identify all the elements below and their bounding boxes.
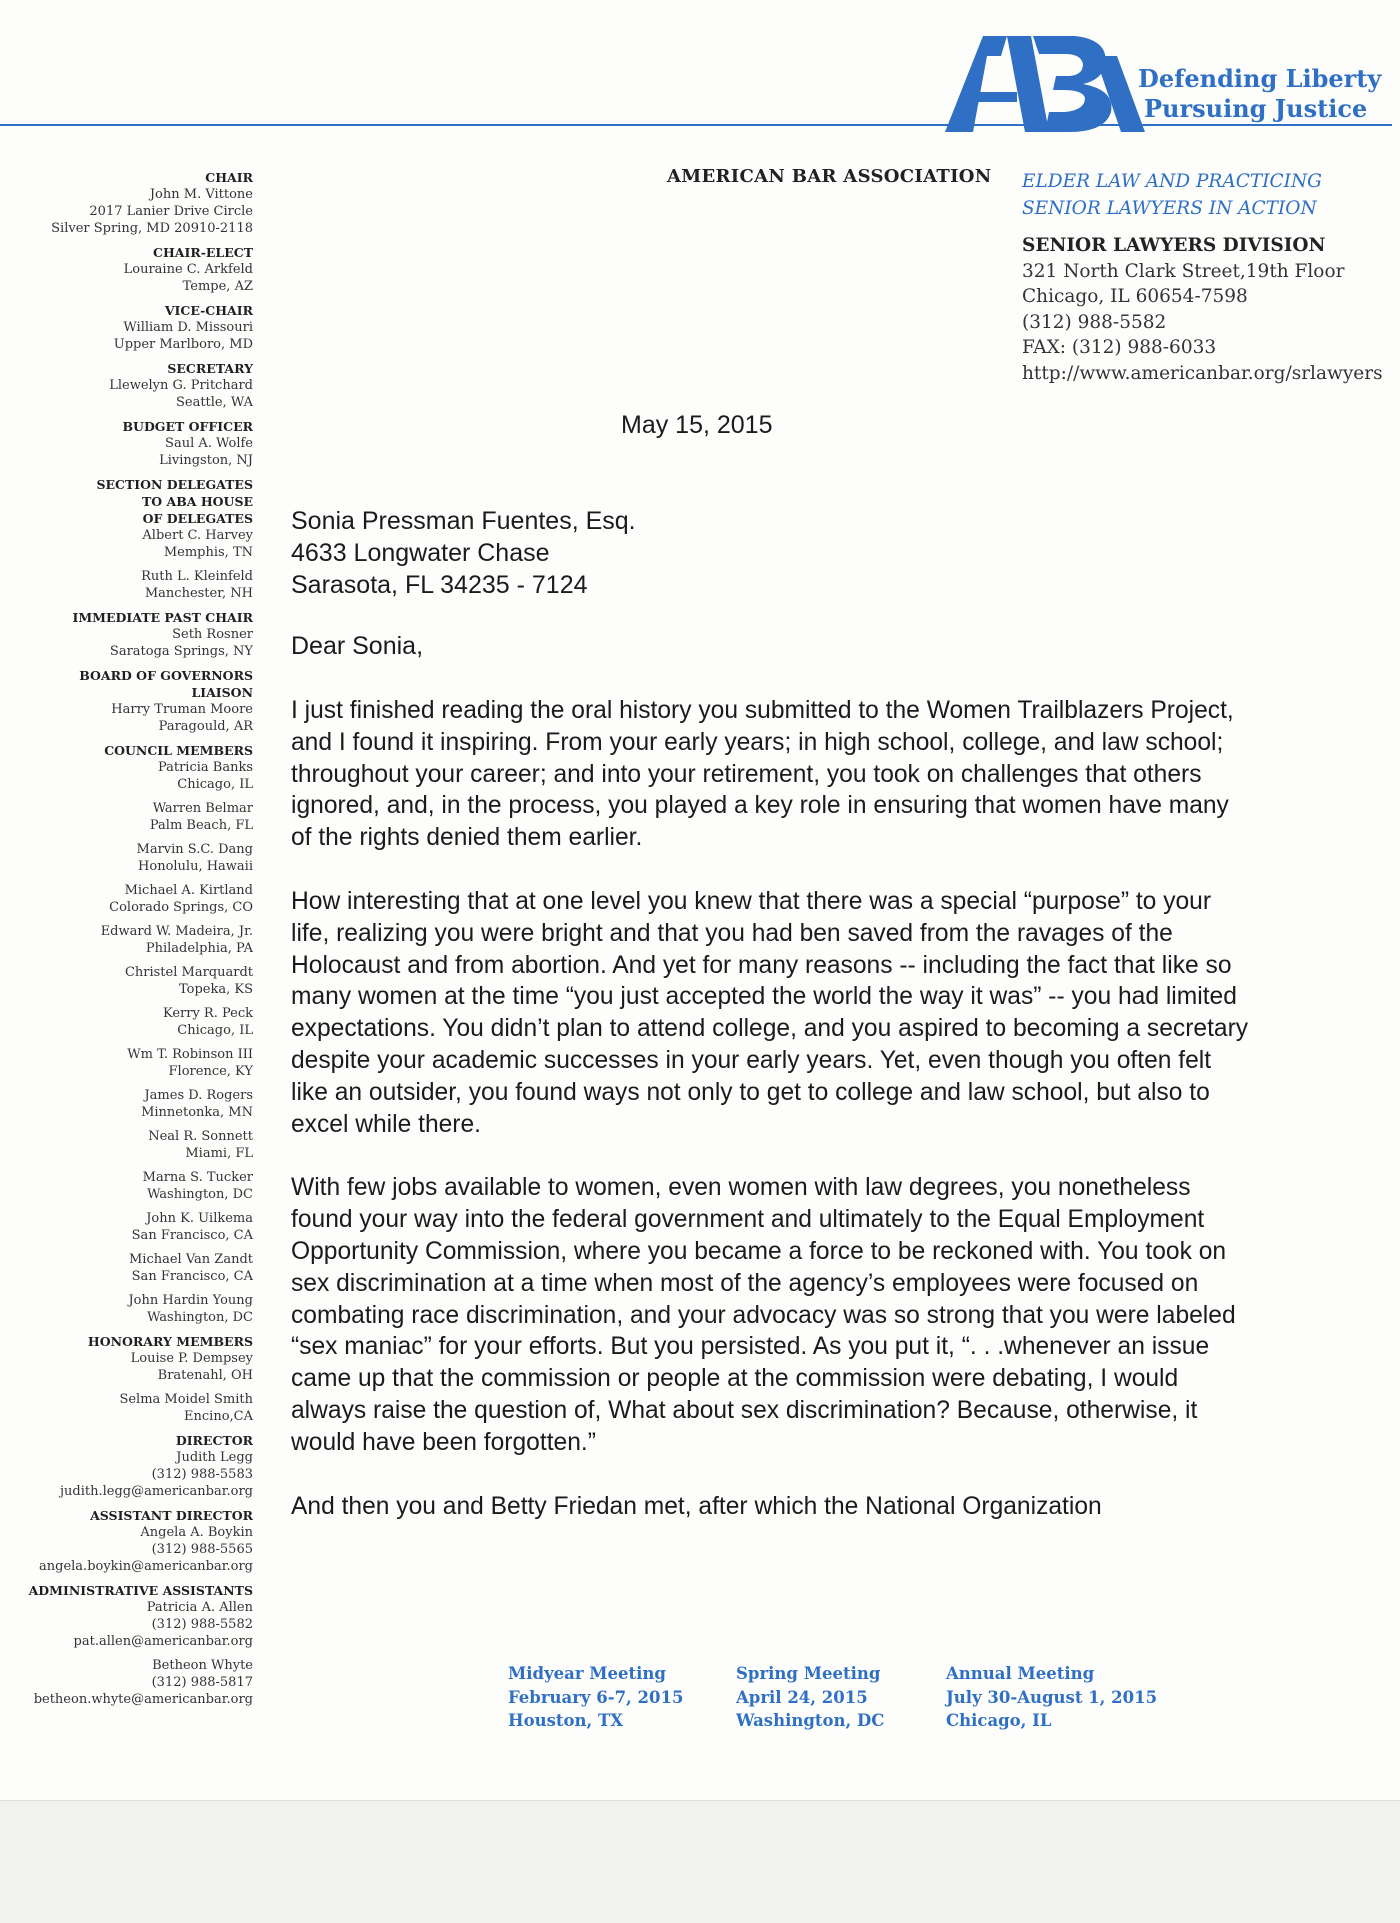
meeting-annual [946,1662,1157,1733]
logo-motto [1138,64,1381,124]
division-tagline [1022,168,1322,222]
roster-person-detail[interactable]: judith.legg@americanbar.org [59,1484,253,1499]
roster-group-title: CHAIR-ELECT [153,245,253,260]
roster-group [20,742,253,1326]
roster-person-detail: Chicago, IL [177,777,253,792]
meeting-place: Houston, TX [508,1711,624,1730]
roster-person [20,1128,253,1162]
roster-person-detail: Topeka, KS [178,982,253,997]
roster-person [20,1210,253,1244]
roster-person-detail: Palm Beach, FL [149,818,253,833]
scan-margin [0,1800,1400,1923]
roster-person-detail: Miami, FL [185,1146,253,1161]
tagline-line2: SENIOR LAWYERS IN ACTION [1022,198,1317,219]
roster-person-name: Harry Truman Moore [111,702,253,717]
roster-person-detail: Silver Spring, MD 20910-2118 [51,221,253,236]
roster-person-name: Angela A. Boykin [140,1525,253,1540]
roster-person-detail: Saratoga Springs, NY [109,644,253,659]
roster-person-name: John K. Uilkema [146,1211,253,1226]
roster-group [20,1432,253,1500]
roster-person-detail: Seattle, WA [175,395,253,410]
roster-person-detail: Chicago, IL [177,1023,253,1038]
meeting-spring [736,1662,884,1733]
roster-group [20,667,253,735]
roster-person-name: John Hardin Young [128,1293,253,1308]
roster-person-name: Betheon Whyte [152,1658,253,1673]
roster-person-name: Selma Moidel Smith [119,1392,253,1407]
roster-person-name: Louise P. Dempsey [130,1351,253,1366]
roster-person-name: John M. Vittone [149,187,253,202]
roster-person [20,841,253,875]
officer-roster [20,169,253,1715]
roster-person [20,1005,253,1039]
roster-person-name: Warren Belmar [152,801,253,816]
roster-person-detail[interactable]: pat.allen@americanbar.org [73,1634,253,1649]
roster-person [20,261,253,295]
division-phone: (312) 988-5582 [1022,311,1167,333]
roster-person-detail[interactable]: betheon.whyte@americanbar.org [33,1692,253,1707]
roster-person-name: Patricia Banks [157,760,253,775]
recipient-address [291,505,636,601]
body-paragraph-2: How interesting that at one level you knew that there was a special “purpose” to your life, realizing you were bright and that you had ben saved from the ravages of the Holocaust and from abortion. And yet for many reasons -- including the fact that like so many women at the time “you just accepted the world the way it was” -- you had limited expectations. You didn’t plan to attend college, and you aspired to becoming a secretary despite your academic successes in your early years. Yet, even though you often felt like an outsider, you found ways not only to get to college and law school, but also to excel while there. [291,887,1249,1138]
roster-group [20,1507,253,1575]
roster-group-title: HONORARY MEMBERS [87,1334,253,1349]
roster-person [20,923,253,957]
roster-person [20,1046,253,1080]
roster-person-name: Edward W. Madeira, Jr. [100,924,253,939]
roster-person [20,701,253,735]
meeting-dates: July 30-August 1, 2015 [946,1687,1158,1707]
roster-person-detail[interactable]: angela.boykin@americanbar.org [39,1559,253,1574]
roster-person-name: Saul A. Wolfe [165,436,253,451]
roster-person-name: James D. Rogers [144,1088,253,1103]
roster-person-detail: Philadelphia, PA [145,941,253,956]
division-url[interactable]: http://www.americanbar.org/srlawyers [1022,362,1383,384]
division-fax: FAX: (312) 988-6033 [1022,337,1217,358]
roster-person [20,568,253,602]
roster-group [20,360,253,411]
recipient-street: 4633 Longwater Chase [291,539,550,567]
roster-person-name: Seth Rosner [172,627,253,642]
roster-person [20,1449,253,1500]
roster-person-detail: (312) 988-5583 [151,1467,253,1482]
roster-person-detail: Tempe, AZ [182,279,253,294]
roster-person-detail: Upper Marlboro, MD [113,337,253,352]
roster-person-name: Christel Marquardt [124,965,253,980]
roster-person-name: Kerry R. Peck [162,1006,253,1021]
division-street: 321 North Clark Street,19th Floor [1022,260,1345,282]
roster-person-name: Michael A. Kirtland [124,883,253,898]
roster-person-name: Albert C. Harvey [142,528,253,543]
letter-date: May 15, 2015 [621,411,773,439]
roster-group-title: CHAIR [205,170,253,185]
division-address-block [1022,233,1383,386]
roster-person-detail: Bratenahl, OH [157,1368,253,1383]
association-name: AMERICAN BAR ASSOCIATION [667,166,992,187]
roster-group-title: ADMINISTRATIVE ASSISTANTS [28,1583,253,1598]
roster-group-title: BOARD OF GOVERNORS LIAISON [79,668,253,700]
roster-group [20,302,253,353]
roster-person-detail: 2017 Lanier Drive Circle [89,204,253,219]
roster-person [20,319,253,353]
roster-group [20,418,253,469]
roster-person-detail: (312) 988-5565 [151,1542,253,1557]
roster-person-detail: Minnetonka, MN [141,1105,253,1120]
meeting-title: Spring Meeting [736,1664,881,1683]
roster-person-detail: Washington, DC [147,1310,253,1325]
roster-person [20,1524,253,1575]
roster-person [20,1087,253,1121]
roster-group-title: IMMEDIATE PAST CHAIR [72,610,253,625]
roster-person-detail: Washington, DC [147,1187,253,1202]
salutation: Dear Sonia, [291,632,424,660]
roster-person [20,377,253,411]
roster-group-title: VICE-CHAIR [164,303,253,318]
roster-person-name: Llewelyn G. Pritchard [109,378,253,393]
roster-group-title: SECTION DELEGATES TO ABA HOUSE OF DELEGATES [96,477,253,526]
meeting-place: Chicago, IL [946,1711,1052,1730]
roster-person-detail: (312) 988-5817 [151,1675,253,1690]
roster-group-title: SECRETARY [167,361,253,376]
roster-group [20,244,253,295]
meeting-place: Washington, DC [736,1711,885,1730]
roster-person-detail: Paragould, AR [158,719,253,734]
letter-body [291,695,1251,1554]
recipient-city: Sarasota, FL 34235 - 7124 [291,571,588,599]
roster-person-detail: Memphis, TN [163,545,253,560]
roster-group-title: BUDGET OFFICER [122,419,253,434]
roster-person-name: Marna S. Tucker [142,1170,253,1185]
meeting-midyear [508,1662,683,1733]
roster-person-name: Neal R. Sonnett [148,1129,253,1144]
roster-person [20,1169,253,1203]
roster-person-name: Judith Legg [176,1450,253,1465]
roster-person-detail: Encino,CA [184,1409,253,1424]
roster-person [20,800,253,834]
meeting-dates: April 24, 2015 [736,1687,868,1707]
roster-person [20,964,253,998]
roster-person-name: Marvin S.C. Dang [136,842,253,857]
roster-person-name: Louraine C. Arkfeld [123,262,253,277]
logo-motto-line2: Pursuing Justice [1144,94,1368,123]
roster-group-title: DIRECTOR [175,1433,253,1448]
roster-person-detail: Livingston, NJ [159,453,253,468]
roster-group-title: COUNCIL MEMBERS [104,743,253,758]
roster-person-detail: San Francisco, CA [131,1228,253,1243]
roster-person-detail: Honolulu, Hawaii [138,859,253,874]
roster-person-detail: (312) 988-5582 [151,1617,253,1632]
roster-person-detail: Manchester, NH [144,586,253,601]
meeting-dates: February 6-7, 2015 [508,1687,684,1707]
roster-person [20,759,253,793]
roster-person [20,626,253,660]
recipient-name: Sonia Pressman Fuentes, Esq. [291,507,636,535]
meeting-title: Annual Meeting [946,1664,1095,1683]
roster-person-detail: Florence, KY [168,1064,253,1079]
division-name: SENIOR LAWYERS DIVISION [1022,235,1326,256]
roster-person-name: Wm T. Robinson III [127,1047,253,1062]
roster-person [20,527,253,561]
roster-person [20,1391,253,1425]
roster-group [20,1333,253,1425]
roster-group [20,476,253,602]
body-paragraph-4: And then you and Betty Friedan met, after which the National Organization [291,1492,1102,1520]
roster-person [20,1251,253,1285]
roster-group [20,1582,253,1708]
body-paragraph-3: With few jobs available to women, even women with law degrees, you nonetheless found your way into the federal government and ultimately to the Equal Employment Opportunity Commission, where you became a force to be reckoned with. You took on sex discrimination at a time when most of the agency’s employees were focused on combating race discrimination, and your advocacy was so strong that you were labeled “sex maniac” for your efforts. But you persisted. As you put it, “. . .whenever an issue came up that the commission or people at the commission were debating, I would always raise the question of, What about sex discrimination? Because, otherwise, it would have been forgotten.” [291,1174,1236,1456]
roster-group [20,169,253,237]
roster-group [20,609,253,660]
aba-logo-icon [945,36,1145,132]
tagline-line1: ELDER LAW AND PRACTICING [1022,171,1322,192]
roster-person-detail: San Francisco, CA [131,1269,253,1284]
roster-person [20,435,253,469]
roster-person-name: Patricia A. Allen [146,1600,253,1615]
roster-person [20,1292,253,1326]
roster-person [20,186,253,237]
roster-person [20,1599,253,1650]
meeting-title: Midyear Meeting [508,1664,666,1683]
roster-group-title: ASSISTANT DIRECTOR [90,1508,253,1523]
logo-motto-line1: Defending Liberty [1138,64,1382,93]
roster-person-name: William D. Missouri [123,320,253,335]
header-rule [0,124,1392,126]
roster-person-detail: Colorado Springs, CO [109,900,253,915]
body-paragraph-1: I just finished reading the oral history you submitted to the Women Trailblazers Project, and I found it inspiring. From your early years; in high school, college, and law school; throughout your career; and into your retirement, you took on challenges that others ignored, and, in the process, you played a key role in ensuring that women have many of the rights denied them earlier. [291,697,1234,852]
division-city: Chicago, IL 60654-7598 [1022,286,1248,307]
roster-person [20,1350,253,1384]
roster-person [20,1657,253,1708]
roster-person-name: Ruth L. Kleinfeld [141,569,253,584]
roster-person-name: Michael Van Zandt [128,1252,253,1267]
roster-person [20,882,253,916]
